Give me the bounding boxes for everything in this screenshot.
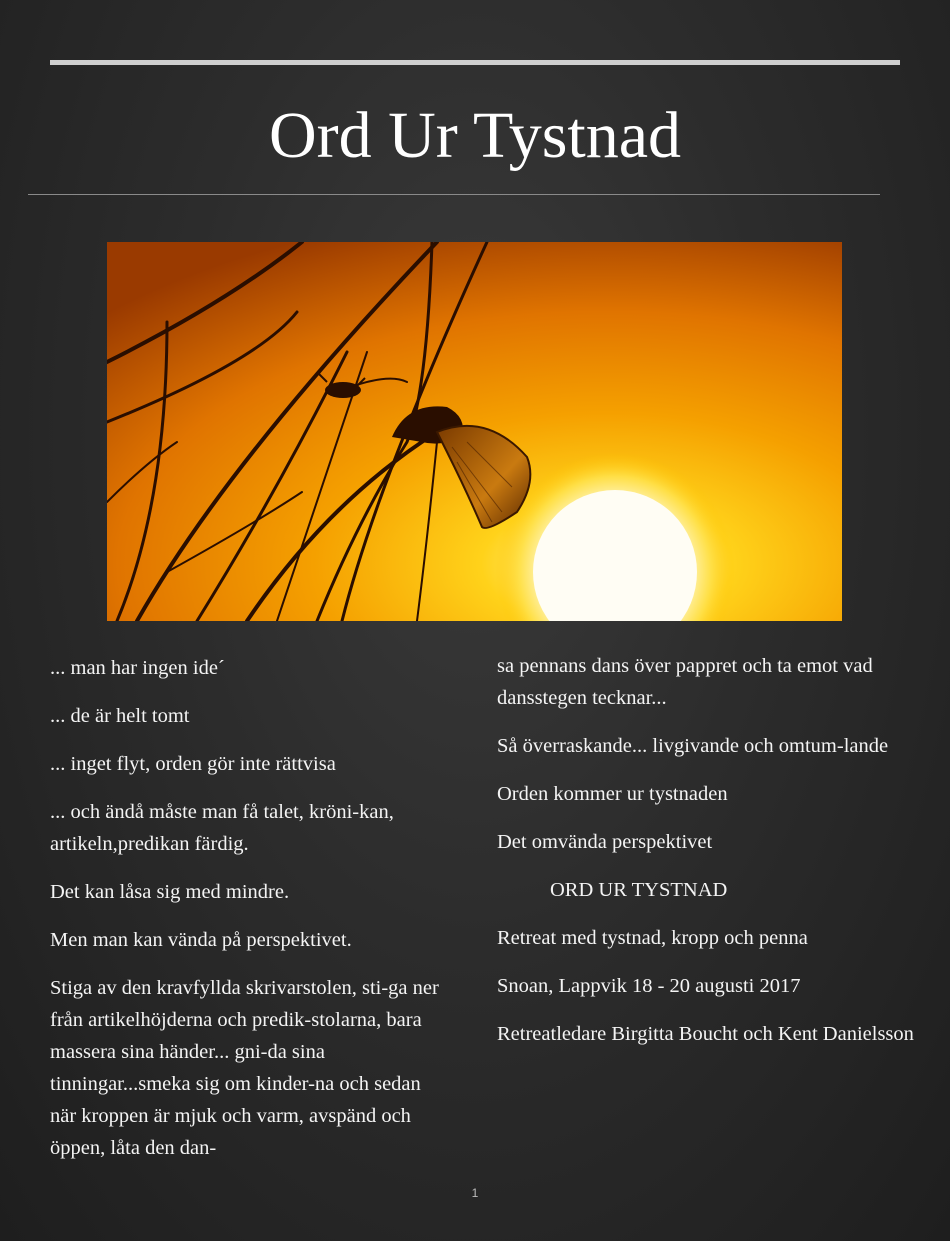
page-title: Ord Ur Tystnad	[268, 99, 682, 172]
paragraph: Orden kommer ur tystnaden	[497, 783, 728, 805]
paragraph: Stiga av den kravfyllda skrivarstolen, sti-ga ner från artikelhöjderna och predik-stolarna, bara massera sina händer... gni-da sina tinningar...smeka sig om kinder-na och sedan när kroppen är mjuk och varm, avspänd och öppen, låta den dan-	[50, 977, 439, 1159]
paragraph: ... de är helt tomt	[50, 705, 190, 727]
paragraph: Det omvända perspektivet	[497, 831, 713, 853]
left-column	[50, 652, 450, 1180]
paragraph: Retreat med tystnad, kropp och penna	[497, 927, 808, 949]
paragraph: Så överraskande... livgivande och omtum-lande	[497, 735, 889, 757]
top-rule	[50, 60, 900, 65]
paragraph: ... och ändå måste man få talet, kröni-kan, artikeln,predikan färdig.	[50, 801, 394, 855]
sunset-butterfly-photo	[107, 242, 842, 621]
paragraph: Det kan låsa sig med mindre.	[50, 881, 290, 903]
paragraph: Retreatledare Birgitta Boucht och Kent Danielsson	[497, 1023, 914, 1045]
right-column	[497, 650, 917, 1066]
page-number: 1	[471, 1186, 479, 1200]
title-divider	[28, 194, 880, 195]
paragraph: Men man kan vända på perspektivet.	[50, 929, 352, 951]
paragraph: Snoan, Lappvik 18 - 20 augusti 2017	[497, 975, 801, 997]
paragraph: ... man har ingen ide´	[50, 657, 225, 679]
paragraph: sa pennans dans över pappret och ta emot vad dansstegen tecknar...	[497, 655, 873, 709]
retreat-heading: ORD UR TYSTNAD	[550, 879, 728, 901]
paragraph: ... inget flyt, orden gör inte rättvisa	[50, 753, 336, 775]
